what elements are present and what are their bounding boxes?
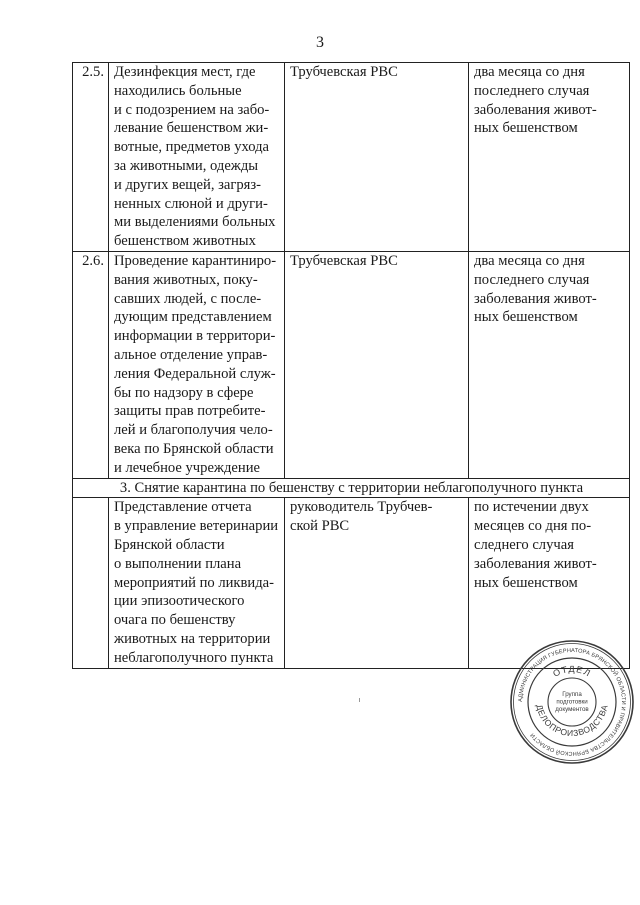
deadline-cell [469,251,630,478]
text-line: и лечебное учреждение [114,459,261,476]
text-line: бы по надзору в сфере [114,384,254,401]
stamp-center-line: документов [555,706,589,713]
text-line: животных на территории [114,630,271,647]
text-line: месяцев со дня по- [474,518,592,535]
text-line: альное отделение управ- [114,346,268,363]
stamp-top-word: ОТДЕЛ [551,663,593,679]
stamp-seal-icon [508,638,636,766]
text-line: по истечении двух [474,499,589,516]
text-line: ненных слюной и други- [114,195,268,212]
text-line: ных бешенством [474,309,578,326]
text-line: ления Федеральной служ- [114,365,276,382]
text-line: руководитель Трубчев- [290,499,433,516]
text-line: ции эпизоотического [114,593,245,610]
text-line: ных бешенством [474,120,578,137]
measure-cell [109,498,285,668]
text-line: Дезинфекция мест, где [114,64,256,80]
text-line: Представление отчета [114,499,252,516]
responsible-cell [285,63,469,252]
text-line: бешенством животных [114,233,256,250]
row-number: 2.5. [73,63,109,252]
text-line: века по Брянской области [114,440,274,457]
text-line: дующим представлением [114,309,272,326]
text-line: ской РВС [290,518,350,535]
text-line: савших людей, с после- [114,290,262,307]
row-number: 2.6. [73,251,109,478]
text-line: заболевания живот- [474,101,597,118]
text-line: в управление ветеринарии [114,518,279,535]
text-line: Трубчевская РВС [290,252,398,269]
official-stamp [508,638,636,766]
text-line: о выполнении плана [114,555,242,572]
text-line: защиты прав потребите- [114,403,266,420]
table-row [73,63,630,252]
text-line: левание бешенством жи- [114,120,269,137]
text-line: лей и благополучия чело- [114,422,273,439]
text-line: два месяца со дня [474,252,585,269]
text-line: последнего случая [474,271,590,288]
text-line: ми выделениями больных [114,214,276,231]
section-heading-row [73,478,630,498]
section-3-title: 3. Снятие карантина по бешенству с территории неблагополучного пункта [73,478,630,498]
measures-table [72,62,630,669]
text-line: очага по бешенству [114,612,236,629]
text-line: Проведение карантиниро- [114,252,277,269]
text-line: следнего случая [474,536,574,553]
stamp-bottom-word: ДЕЛОПРОИЗВОДСТВА [534,703,610,739]
text-line: ных бешенством [474,574,578,591]
row-number [73,498,109,668]
page-number: 3 [316,34,324,51]
text-line: и с подозрением на забо- [114,101,270,118]
text-line: последнего случая [474,82,590,99]
text-line: Трубчевская РВС [290,64,398,80]
scan-speck [359,698,360,702]
table-row [73,251,630,478]
measure-cell [109,63,285,252]
text-line: два месяца со дня [474,64,585,80]
text-line: вания животных, поку- [114,271,258,288]
measure-cell [109,251,285,478]
text-line: находились больные [114,82,242,99]
responsible-cell [285,498,469,668]
text-line: и других вещей, загряз- [114,176,261,193]
text-line: за животными, одежды [114,157,259,174]
text-line: неблагополучного пункта [114,649,274,666]
responsible-cell [285,251,469,478]
stamp-center-line: Группа [562,691,582,698]
text-line: информации в территори- [114,328,276,345]
deadline-cell [469,63,630,252]
text-line: заболевания живот- [474,290,597,307]
text-line: мероприятий по ликвида- [114,574,274,591]
text-line: заболевания живот- [474,555,597,572]
text-line: вотные, предметов ухода [114,139,270,156]
stamp-outer-text: АДМИНИСТРАЦИЯ ГУБЕРНАТОРА БРЯНСКОЙ ОБЛАСТИ И ПРАВИТЕЛЬСТВА БРЯНСКОЙ ОБЛАСТИ [517,647,627,757]
text-line: Брянской области [114,536,225,553]
stamp-center-line: подготовки [556,698,588,706]
